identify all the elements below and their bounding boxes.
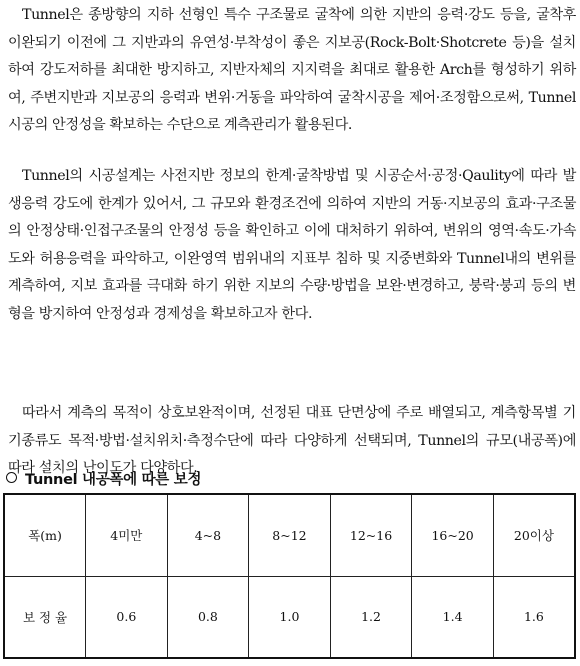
correction-rate-cell: 1.4 — [412, 576, 494, 658]
width-range-cell: 4미만 — [86, 494, 168, 576]
correction-rate-label-cell: 보 정 율 — [4, 576, 86, 658]
section-heading — [6, 468, 201, 489]
correction-rate-cell: 0.8 — [167, 576, 249, 658]
correction-table — [3, 493, 576, 659]
width-range-cell: 12~16 — [330, 494, 412, 576]
paragraph-2: Tunnel의 시공설계는 사전지반 정보의 한계·굴착방법 및 시공순서·공정·Qaulity에 따라 발생응력 강도에 한계가 있어서, 그 규모와 환경조건에 의하여 지반의 거동·지보공의 효과·구조물의 안정상태·인접구조물의 안정성 등을 확인하고 이에 대처하기 위하여, 변위의 영역·속도·가속도와 허용응력을 파악하고, 이완영역 범위내의 지표부 침하 및 지중변화와 Tunnel내의 변위를 계측하여, 지보 효과를 극대화 하기 위한 지보의 수량·방법을 보완·변경하고, 붕락·붕괴 등의 변형을 방지하여 안정성과 경제성을 확보하고자 한다. — [8, 168, 576, 322]
correction-rate-cell: 0.6 — [86, 576, 168, 658]
width-range-cell: 4~8 — [167, 494, 249, 576]
width-range-cell: 20이상 — [493, 494, 575, 576]
paragraph-1: Tunnel은 종방향의 지하 선형인 특수 구조물로 굴착에 의한 지반의 응력·강도 등을, 굴착후 이완되기 이전에 그 지반과의 유연성·부착성이 좋은 지보공(Rock-Bolt·Shotcrete 등)을 설치하여 강도저하를 최대한 방지하고, 지반자체의 지지력을 최대로 활용한 Arch를 형성하기 위하여, 주변지반과 지보공의 응력과 변위·거동을 파악하여 굴착시공을 제어·조정함으로써, Tunnel 시공의 안정성을 확보하는 수단으로 계측관리가 활용된다. — [8, 7, 576, 133]
circle-bullet-icon — [6, 472, 17, 483]
width-range-cell: 16~20 — [412, 494, 494, 576]
correction-rate-cell: 1.0 — [249, 576, 331, 658]
section-title-text: Tunnel 내공폭에 따른 보정 — [25, 472, 202, 488]
width-header-cell: 폭(m) — [4, 494, 86, 576]
correction-rate-cell: 1.6 — [493, 576, 575, 658]
paragraph-3: 따라서 계측의 목적이 상호보완적이며, 선정된 대표 단면상에 주로 배열되고, 계측항목별 기기종류도 목적·방법·설치위치·측정수단에 따라 다양하게 선택되며, Tunnel의 규모(내공폭)에 따라 설치의 난이도가 다양하다. — [8, 405, 576, 476]
correction-rate-cell: 1.2 — [330, 576, 412, 658]
table-header-row — [4, 494, 575, 576]
table-value-row — [4, 576, 575, 658]
width-range-cell: 8~12 — [249, 494, 331, 576]
